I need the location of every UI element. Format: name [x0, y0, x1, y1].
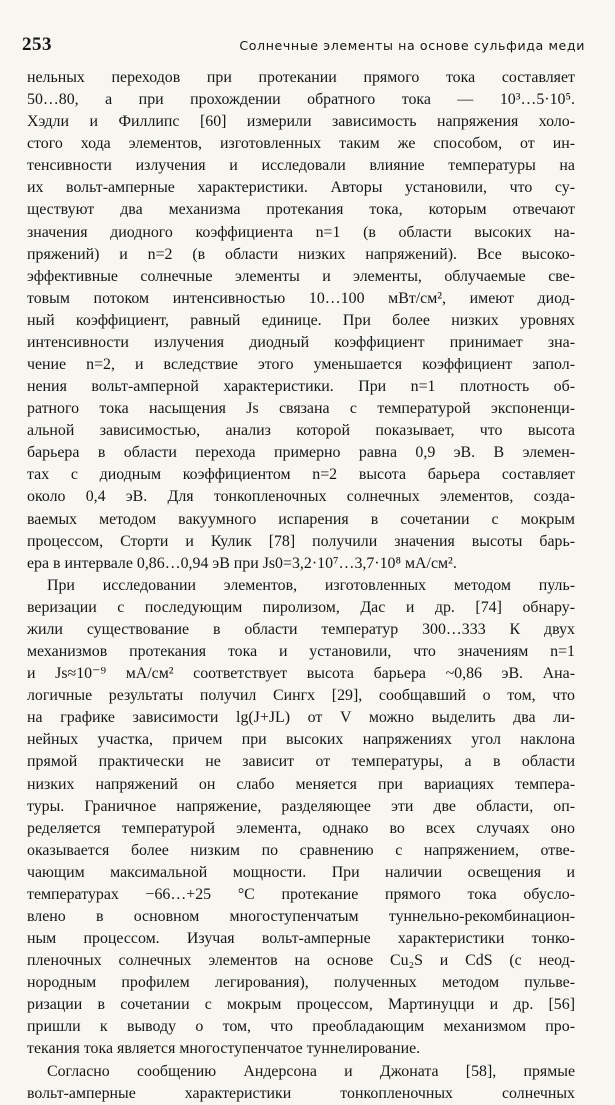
- text-line: их вольт-амперные характеристики. Авторы установили, что су-: [27, 179, 575, 197]
- text-line: тах с диодным коэффициентом n=2 высота барьера составляет: [27, 466, 575, 484]
- text-line: интенсивности излучения диодный коэффициент принимает зна-: [27, 333, 575, 351]
- text-line: чение n=2, и вследствие этого уменьшается коэффициент запол-: [27, 356, 575, 374]
- text-line: значения диодного коэффициента n=1 (в области высоких на-: [27, 223, 575, 241]
- text-line: барьера в области перехода примерно равна 0,9 эВ. В элемен-: [27, 444, 575, 462]
- text-line: ризации в сочетании с мокрым процессом, Мартинуцци и др. [56]: [27, 996, 575, 1014]
- text-line: туры. Граничное напряжение, разделяющее эти две области, оп-: [27, 797, 575, 815]
- paragraph: [27, 1061, 575, 1105]
- text-line: около 0,4 эВ. Для тонкопленочных солнечных элементов, созда-: [27, 488, 575, 506]
- text-line: товым потоком интенсивностью 10…100 мВт/см², имеют диод-: [27, 289, 575, 307]
- body-text: [27, 67, 575, 1105]
- text-line: Согласно сообщению Андерсона и Джоната [58], прямые: [47, 1062, 575, 1080]
- text-line: текания тока является многоступенчатое туннелирование.: [27, 1040, 421, 1058]
- text-line: ределяется температурой элемента, однако во всех случаях оно: [27, 819, 575, 837]
- text-line: пришли к выводу о том, что преобладающим механизмом про-: [27, 1018, 575, 1036]
- text-line: жили существование в области температур 300…333 К двух: [27, 620, 575, 638]
- text-line: вольт-амперные характеристики тонкопленочных солнечных: [27, 1084, 575, 1102]
- text-line: нородным профилем легирования), полученных методом пульве-: [27, 974, 575, 992]
- text-line: стого хода элементов, изготовленных таким же способом, от ин-: [27, 135, 575, 153]
- paragraph: [27, 575, 575, 1061]
- text-line: на графике зависимости lg(J+JL) от V можно выделить два ли-: [27, 709, 575, 727]
- text-line: Хэдли и Филлипс [60] измерили зависимость напряжения холо-: [27, 113, 575, 131]
- text-line: ный коэффициент, равный единице. При более низких уровнях: [27, 311, 575, 329]
- text-line: ратного тока насыщения Js связана с температурой экспоненци-: [27, 400, 575, 418]
- text-line: альной зависимостью, анализ которой показывает, что высота: [27, 422, 575, 440]
- text-line: нельных переходов при протекании прямого тока составляет: [27, 69, 575, 86]
- text-line: оказывается более низким по сравнению с напряжением, отве-: [27, 841, 575, 859]
- text-line: веризации с последующим пиролизом, Дас и др. [74] обнару-: [27, 598, 575, 616]
- text-line: тенсивности излучения и исследовали влияние температуры на: [27, 157, 575, 175]
- text-line: пленочных солнечных элементов на основе Cu₂S и CdS (с неод-: [27, 952, 575, 970]
- text-line: и Js≈10⁻⁹ мА/см² соответствует высота барьера ~0,86 эВ. Ана-: [27, 665, 575, 683]
- text-line: чающим максимальной мощности. При наличии освещения и: [27, 863, 575, 881]
- text-line: 50…80, а при прохождении обратного тока — 10³…5·10⁵.: [27, 91, 575, 109]
- text-line: влено в основном многоступенчатым туннельно-рекомбинацион-: [27, 907, 575, 925]
- text-line: нения вольт-амперной характеристики. При n=1 плотность об-: [27, 378, 575, 396]
- text-line: пряжений) и n=2 (в области низких напряжений). Все высоко-: [27, 245, 575, 263]
- text-line: процессом, Сторти и Кулик [78] получили значения высоты барь-: [27, 532, 575, 550]
- text-line: температурах −66…+25 °C протекание прямого тока обусло-: [27, 885, 575, 903]
- text-line: ным процессом. Изучая вольт-амперные характеристики тонко-: [27, 930, 575, 948]
- paragraph: [27, 67, 575, 575]
- text-line: нейных участка, причем при высоких напряжениях угол наклона: [27, 731, 575, 749]
- running-head: [22, 34, 585, 56]
- text-line: ществуют два механизма протекания тока, которым отвечают: [27, 201, 575, 219]
- text-line: логичные результаты получил Сингх [29], сообщавший о том, что: [27, 687, 575, 705]
- text-line: прямой практически не зависит от температуры, а в области: [27, 753, 575, 771]
- page-number: 253: [22, 34, 52, 55]
- text-line: ваемых методом вакуумного испарения в сочетании с мокрым: [27, 510, 575, 528]
- text-line: ера в интервале 0,86…0,94 эВ при Js0=3,2·10⁷…3,7·10⁸ мА/см².: [27, 554, 457, 572]
- text-line: механизмов протекания тока и установили, что значениям n=1: [27, 643, 575, 661]
- text-line: низких напряжений он слабо меняется при вариациях темпера-: [27, 775, 575, 793]
- text-line: эффективные солнечные элементы и элементы, облучаемые све-: [27, 267, 575, 285]
- running-title: Солнечные элементы на основе сульфида меди: [239, 38, 585, 53]
- text-line: При исследовании элементов, изготовленных методом пуль-: [47, 576, 575, 594]
